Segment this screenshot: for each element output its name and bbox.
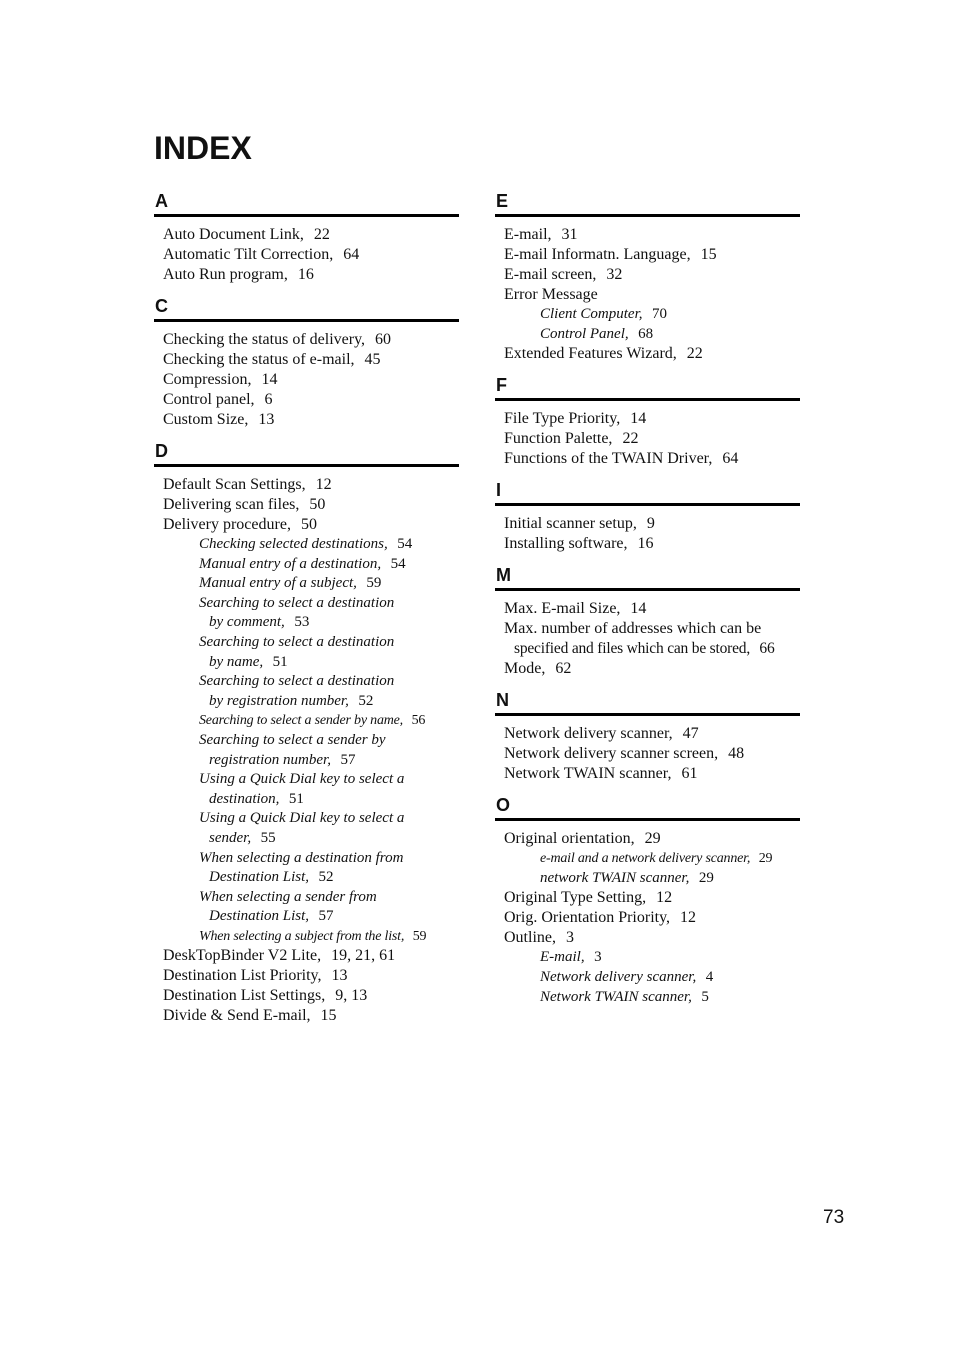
entry-list xyxy=(495,829,800,1007)
index-section-i xyxy=(495,479,800,554)
index-section-f xyxy=(495,374,800,469)
index-entry: Outline, 3 xyxy=(504,929,574,947)
index-section-e xyxy=(495,190,800,364)
index-entry: Delivering scan files, 50 xyxy=(163,496,326,513)
page-ref: 29 xyxy=(644,830,661,848)
page-ref: 22 xyxy=(686,345,703,363)
index-subentry: Searching to select a destination by registration number, 52 xyxy=(199,673,395,709)
index-subentry: Client Computer, 70 xyxy=(540,306,668,322)
index-entry: E-mail, 31 xyxy=(504,226,578,243)
index-subentry: Manual entry of a subject, 59 xyxy=(199,575,382,592)
section-letter: O xyxy=(495,794,800,821)
index-entry: Checking the status of delivery, 60 xyxy=(163,331,392,348)
page-ref: 62 xyxy=(555,660,572,678)
page-ref: 53 xyxy=(294,614,310,631)
entry-list xyxy=(154,330,459,430)
entry-list xyxy=(495,225,800,364)
index-entry: Function Palette, 22 xyxy=(504,430,639,448)
index-section-n xyxy=(495,689,800,784)
page-ref: 16 xyxy=(637,535,654,553)
entry-list xyxy=(495,724,800,784)
page-ref: 51 xyxy=(272,653,288,670)
index-entry: Delivery procedure, 50 xyxy=(163,516,317,533)
index-entry: Original Type Setting, 12 xyxy=(504,889,673,907)
page-ref: 15 xyxy=(700,246,717,263)
page-ref: 12 xyxy=(656,889,673,907)
index-subentry: e-mail and a network delivery scanner, 29 xyxy=(540,851,773,867)
page-ref: 32 xyxy=(606,266,623,283)
page-ref: 3 xyxy=(566,929,574,947)
index-subentry: network TWAIN scanner, 29 xyxy=(540,869,714,886)
page-ref: 64 xyxy=(343,246,360,263)
page-ref: 22 xyxy=(622,430,639,448)
index-entry: Network delivery scanner, 47 xyxy=(504,725,699,743)
entry-list xyxy=(495,409,800,469)
index-entry: Error Message xyxy=(504,286,598,303)
page-ref: 54 xyxy=(390,555,406,572)
index-section-m xyxy=(495,564,800,679)
index-entry: Custom Size, 13 xyxy=(163,411,275,428)
entry-list xyxy=(495,599,800,679)
index-section-a xyxy=(154,190,459,285)
page-ref: 52 xyxy=(358,692,374,709)
index-subentry: Using a Quick Dial key to select a destination, 51 xyxy=(199,771,405,807)
section-letter: C xyxy=(154,295,459,322)
index-section-c xyxy=(154,295,459,430)
index-entry: Divide & Send E-mail, 15 xyxy=(163,1007,337,1025)
index-subentry: Searching to select a sender by registration number, 57 xyxy=(199,731,386,768)
index-entry: File Type Priority, 14 xyxy=(504,410,647,428)
page-ref: 51 xyxy=(288,790,304,807)
index-subentry: When selecting a subject from the list, 59 xyxy=(199,928,427,944)
page-ref: 57 xyxy=(340,751,356,768)
page-ref: 31 xyxy=(561,226,578,243)
page-ref: 16 xyxy=(297,266,314,283)
page-ref: 47 xyxy=(682,725,699,743)
index-subentry: Searching to select a sender by name, 56 xyxy=(199,713,426,729)
page-ref: 5 xyxy=(701,988,709,1005)
page-ref: 48 xyxy=(728,745,745,763)
page-ref: 29 xyxy=(698,869,714,886)
entry-list xyxy=(154,475,459,1026)
index-entry: Control panel, 6 xyxy=(163,391,273,408)
index-entry: Automatic Tilt Correction, 64 xyxy=(163,246,360,263)
page-ref: 70 xyxy=(652,306,668,322)
page-ref: 14 xyxy=(630,600,647,618)
index-subentry: Network delivery scanner, 4 xyxy=(540,968,714,985)
index-entry: Checking the status of e-mail, 45 xyxy=(163,351,381,368)
page-ref: 14 xyxy=(630,410,647,428)
page-ref: 6 xyxy=(264,391,273,408)
entry-list xyxy=(495,514,800,554)
index-entry: E-mail screen, 32 xyxy=(504,266,623,283)
index-entry: Auto Document Link, 22 xyxy=(163,226,330,243)
index-entry: Functions of the TWAIN Driver, 64 xyxy=(504,450,739,468)
entry-list xyxy=(154,225,459,285)
index-entry: Max. number of addresses which can be specified and files which can be stored, 66 xyxy=(504,620,775,658)
index-entry: Default Scan Settings, 12 xyxy=(163,476,332,493)
index-entry: Original orientation, 29 xyxy=(504,830,661,848)
page-ref: 29 xyxy=(758,851,773,867)
index-column-left xyxy=(154,190,459,1036)
page-ref: 61 xyxy=(681,765,698,783)
index-entry: Mode, 62 xyxy=(504,660,572,678)
page-ref: 3 xyxy=(594,949,602,966)
page-ref: 52 xyxy=(318,869,334,886)
index-subentry: Checking selected destinations, 54 xyxy=(199,536,413,552)
index-entry: Destination List Settings, 9, 13 xyxy=(163,987,368,1005)
index-entry: Orig. Orientation Priority, 12 xyxy=(504,909,697,927)
index-entry: Extended Features Wizard, 22 xyxy=(504,345,703,363)
page-ref: 59 xyxy=(412,928,427,944)
section-letter: N xyxy=(495,689,800,716)
index-subentry: When selecting a destination from Destination List, 52 xyxy=(199,849,404,886)
page-ref: 55 xyxy=(260,829,276,846)
page-ref: 19, 21, 61 xyxy=(331,947,396,965)
index-column-right xyxy=(495,190,800,1017)
page-ref: 64 xyxy=(722,450,739,468)
page-ref: 13 xyxy=(258,411,275,428)
index-subentry: Using a Quick Dial key to select a sender, 55 xyxy=(199,810,405,846)
index-entry: Destination List Priority, 13 xyxy=(163,967,348,985)
index-subentry: Control Panel, 68 xyxy=(540,325,654,342)
section-letter: I xyxy=(495,479,800,506)
page-ref: 14 xyxy=(261,371,278,388)
index-subentry: When selecting a sender from Destination List, 57 xyxy=(199,888,377,925)
section-letter: F xyxy=(495,374,800,401)
index-entry: Initial scanner setup, 9 xyxy=(504,515,655,533)
section-letter: M xyxy=(495,564,800,591)
section-letter: A xyxy=(154,190,459,217)
page-ref: 22 xyxy=(313,226,330,243)
page-ref: 50 xyxy=(300,516,317,533)
index-entry: Network TWAIN scanner, 61 xyxy=(504,765,698,783)
page-ref: 15 xyxy=(320,1007,337,1025)
page-ref: 59 xyxy=(366,575,382,592)
page-title: INDEX xyxy=(154,130,252,166)
index-section-d xyxy=(154,440,459,1026)
page-ref: 60 xyxy=(375,331,392,348)
section-letter: D xyxy=(154,440,459,467)
page-ref: 4 xyxy=(705,968,714,985)
index-entry: Installing software, 16 xyxy=(504,535,654,553)
index-entry: Network delivery scanner screen, 48 xyxy=(504,745,745,763)
index-subentry: Searching to select a destination by name, 51 xyxy=(199,633,395,670)
page-ref: 45 xyxy=(364,351,381,368)
index-entry: Auto Run program, 16 xyxy=(163,266,314,283)
page-ref: 68 xyxy=(638,325,654,342)
index-subentry: Manual entry of a destination, 54 xyxy=(199,555,406,572)
index-section-o xyxy=(495,794,800,1007)
page-ref: 9 xyxy=(646,515,655,533)
page-ref: 57 xyxy=(318,908,334,925)
page-ref: 54 xyxy=(397,536,413,552)
page-ref: 9, 13 xyxy=(335,987,368,1005)
page-number: 73 xyxy=(823,1207,845,1228)
page-ref: 50 xyxy=(309,496,326,513)
page-ref: 66 xyxy=(759,640,775,658)
page-ref: 12 xyxy=(315,476,332,493)
page-ref: 12 xyxy=(680,909,697,927)
index-subentry: Searching to select a destination by comment, 53 xyxy=(199,594,395,631)
section-letter: E xyxy=(495,190,800,217)
page-ref: 56 xyxy=(411,713,426,729)
index-entry: Max. E-mail Size, 14 xyxy=(504,600,647,618)
index-entry: DeskTopBinder V2 Lite, 19, 21, 61 xyxy=(163,947,396,965)
index-subentry: Network TWAIN scanner, 5 xyxy=(540,988,709,1005)
index-subentry: E-mail, 3 xyxy=(540,949,602,966)
index-entry: Compression, 14 xyxy=(163,371,278,388)
page-ref: 13 xyxy=(331,967,348,985)
index-entry: E-mail Informatn. Language, 15 xyxy=(504,246,717,263)
